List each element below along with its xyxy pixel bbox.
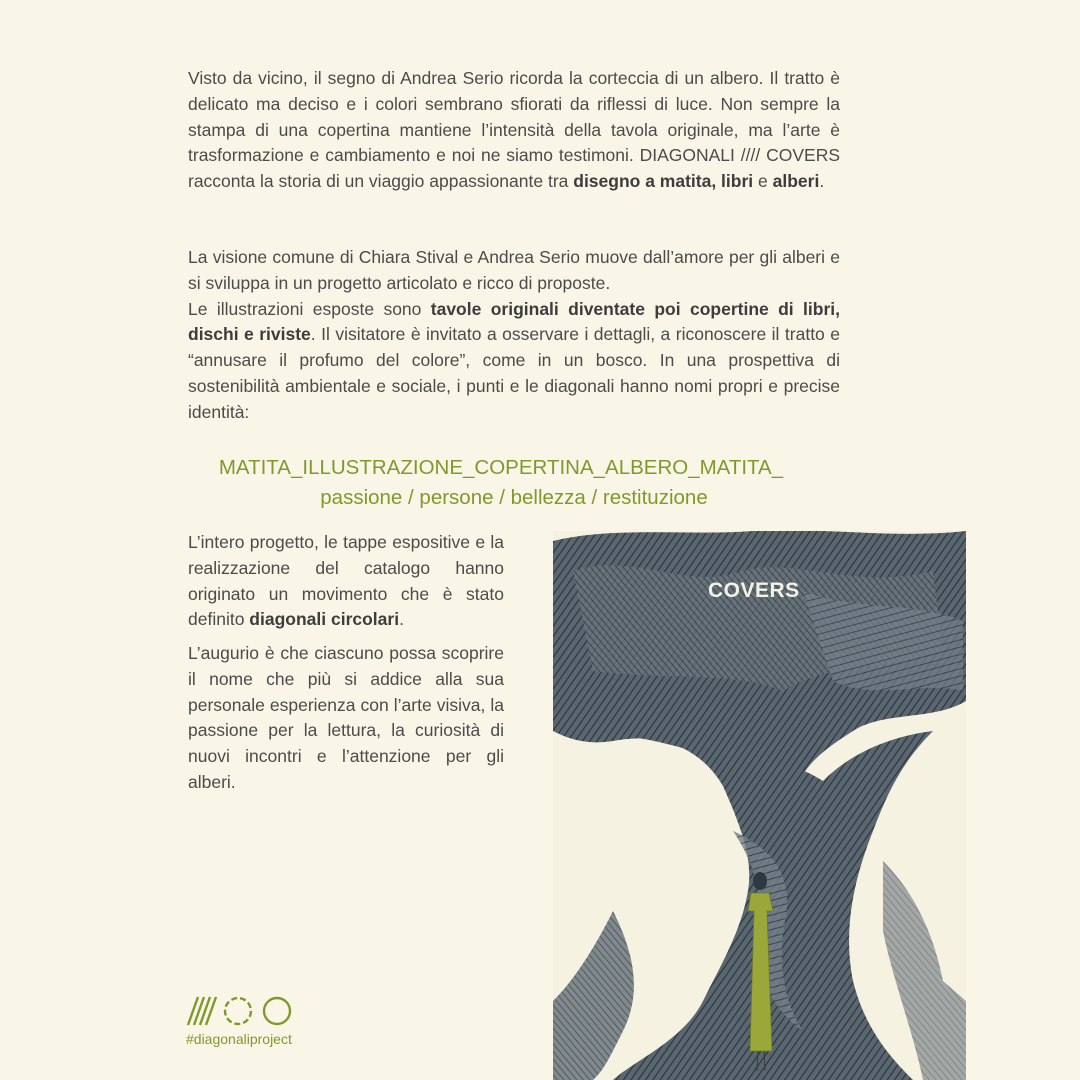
project-text: L’intero progetto, le tappe espositive e la realizzazione del catalogo hanno originato un movimento che è stato definito	[188, 532, 504, 630]
vision-text-3: . Il visitatore è invitato a osservare i dettagli, a riconoscere il tratto e “annusare il profumo del colore”, come in un bosco. In una prospettiva di sostenibilità ambientale e sociale, i punti e le diagonali hanno nomi propri e precise identità:	[188, 324, 840, 422]
vision-bold-originals: tavole originali diventate poi copertine di libri, dischi e riviste	[188, 298, 840, 345]
cover-title: COVERS	[708, 579, 800, 602]
wish-paragraph: L’augurio è che ciascuno possa scoprire il nome che più si addice alla sua personale esperienza con l’arte visiva, la passione per la lettura, la curiosità di nuovi incontri e l’attenzione per gli alberi.	[188, 643, 504, 792]
intro-text-and: e	[753, 171, 773, 192]
project-bold-circular: diagonali circolari	[249, 609, 400, 630]
project-paragraph	[188, 530, 504, 633]
hashtag: #diagonaliproject	[186, 1031, 292, 1047]
diagonali-logo-icon	[186, 994, 296, 1028]
project-text-end: .	[399, 609, 404, 630]
keywords-line: MATITA_ILLUSTRAZIONE_COPERTINA_ALBERO_MATITA_	[218, 456, 784, 479]
intro-text: Visto da vicino, il segno di Andrea Serio ricorda la corteccia di un albero. Il tratto è delicato ma deciso e i colori sembrano sfiorati da riflessi di luce. Non sempre la stampa di una copertina mantiene l’intensità della tavola originale, ma l’arte è trasformazione e cambiamento e noi ne siamo testimoni. DIAGONALI //// COVERS racconta la storia di un viaggio appassionante tra	[188, 68, 840, 192]
intro-bold-pencil-books: disegno a matita, libri	[573, 171, 754, 192]
cover-illustration	[553, 531, 966, 1080]
intro-paragraph	[188, 66, 840, 195]
vision-text-2: Le illustrazioni esposte sono	[188, 298, 431, 319]
values-line: passione / persone / bellezza / restituzione	[320, 486, 708, 509]
intro-text-end: .	[819, 171, 825, 192]
vision-paragraph	[188, 245, 840, 426]
intro-bold-trees: alberi	[772, 171, 820, 192]
vision-text-1: La visione comune di Chiara Stival e Andrea Serio muove dall’amore per gli alberi e si sviluppa in un progetto articolato e ricco di proposte.	[188, 247, 840, 293]
tree-illustration	[553, 531, 966, 1080]
